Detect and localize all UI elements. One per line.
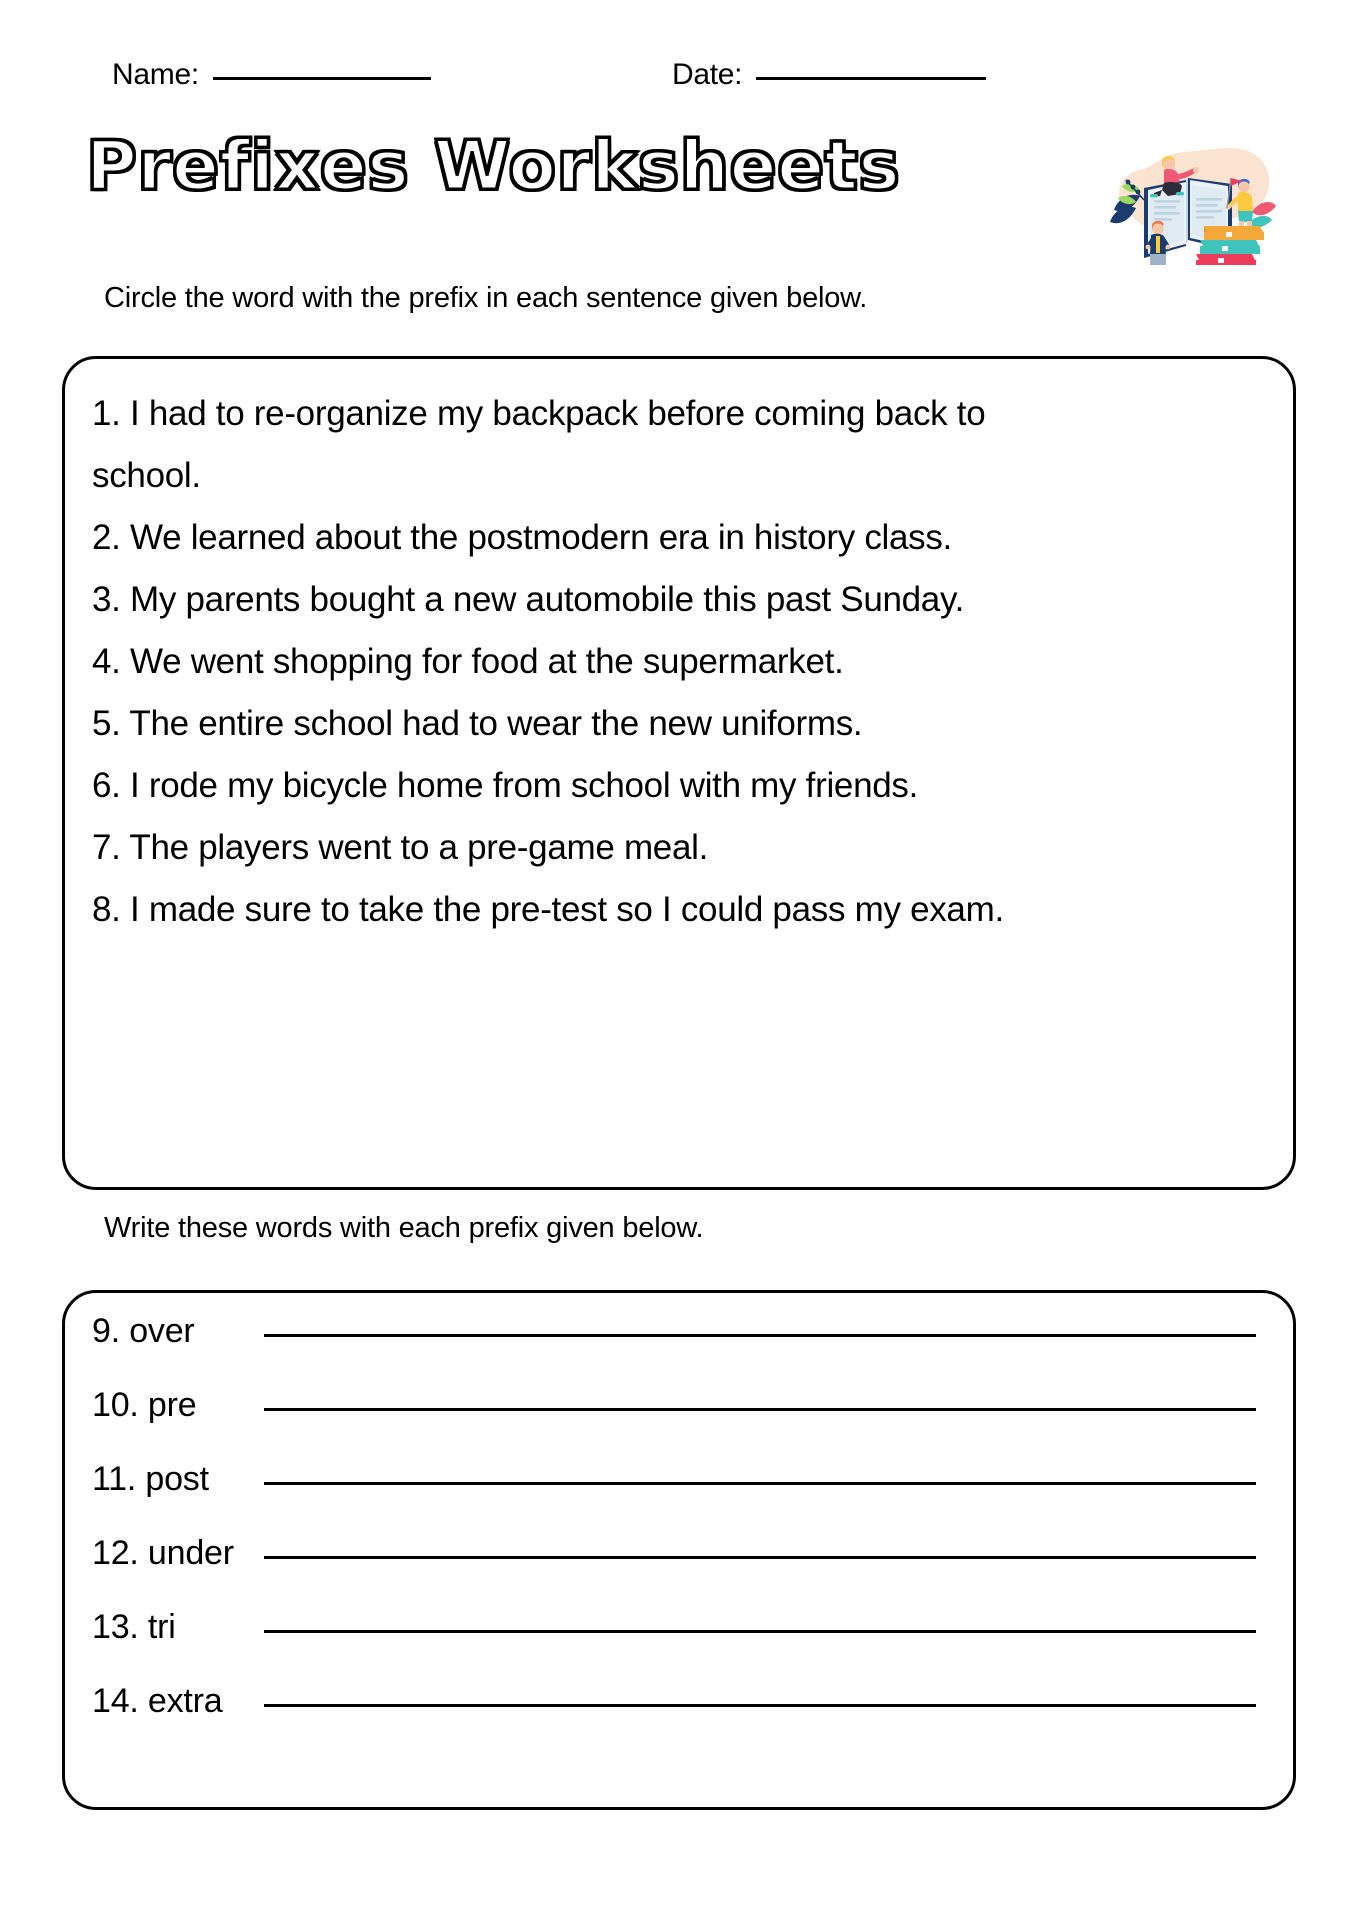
page-title (86, 126, 901, 208)
name-write-line[interactable] (213, 77, 431, 80)
sentence-item: 7. The players went to a pre-game meal. (92, 828, 709, 867)
date-label: Date: (672, 58, 743, 91)
prefix-answer-line[interactable] (264, 1704, 1256, 1707)
sentence-item: 1. I had to re-organize my backpack before coming back to school. (92, 394, 986, 495)
prefix-label: 14. extra (92, 1682, 223, 1720)
prefix-label: 11. post (92, 1460, 209, 1498)
date-write-line[interactable] (756, 77, 986, 80)
sentence-list (92, 383, 1272, 941)
prefix-row (92, 1682, 1272, 1756)
prefix-row (92, 1608, 1272, 1682)
children-reading-books-illustration (1092, 140, 1282, 265)
name-label: Name: (112, 58, 199, 91)
prefix-answer-line[interactable] (264, 1630, 1256, 1633)
prefix-row (92, 1534, 1272, 1608)
prefix-row (92, 1460, 1272, 1534)
prefix-label: 9. over (92, 1312, 195, 1350)
prefix-answer-line[interactable] (264, 1334, 1256, 1337)
name-date-row (0, 58, 1358, 110)
sentence-item: 4. We went shopping for food at the supermarket. (92, 642, 844, 681)
prefix-list (92, 1312, 1272, 1756)
prefix-row (92, 1386, 1272, 1460)
prefix-label: 12. under (92, 1534, 234, 1572)
name-field-group (112, 58, 431, 92)
prefix-label: 13. tri (92, 1608, 176, 1646)
sentence-item: 5. The entire school had to wear the new uniforms. (92, 704, 863, 743)
sentence-item: 2. We learned about the postmodern era in history class. (92, 518, 952, 557)
instruction-write-words: Write these words with each prefix given below. (104, 1212, 704, 1244)
instruction-circle-prefix: Circle the word with the prefix in each sentence given below. (104, 282, 868, 314)
page-title-text: Prefixes Worksheets (86, 127, 901, 206)
prefix-answer-line[interactable] (264, 1482, 1256, 1485)
sentence-item: 8. I made sure to take the pre-test so I could pass my exam. (92, 890, 1004, 929)
prefix-answer-line[interactable] (264, 1408, 1256, 1411)
prefix-label: 10. pre (92, 1386, 197, 1424)
prefix-answer-line[interactable] (264, 1556, 1256, 1559)
date-field-group (672, 58, 986, 92)
sentence-item: 3. My parents bought a new automobile this past Sunday. (92, 580, 965, 619)
sentence-item: 6. I rode my bicycle home from school with my friends. (92, 766, 919, 805)
prefix-row (92, 1312, 1272, 1386)
